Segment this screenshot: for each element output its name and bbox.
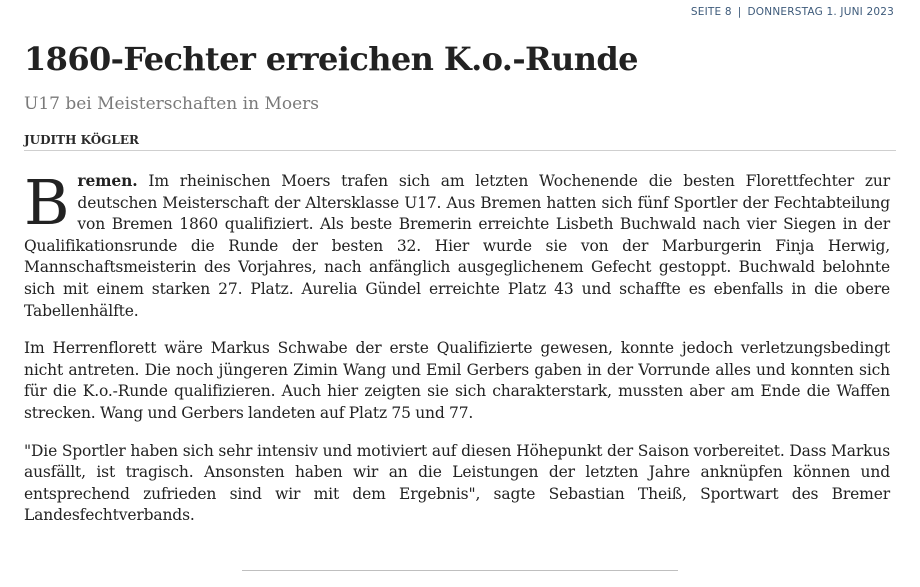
header-divider xyxy=(24,150,896,151)
article-author: JUDITH KÖGLER xyxy=(24,133,139,147)
article-title: 1860-Fechter erreichen K.o.-Runde xyxy=(24,40,638,78)
header-separator: | xyxy=(737,6,742,18)
footer-divider xyxy=(242,570,678,571)
article-body xyxy=(24,166,890,543)
article-subtitle: U17 bei Meisterschaften in Moers xyxy=(24,94,320,114)
paragraph-text: Im rheinischen Moers trafen sich am letzten Wochenende die besten Florettfechter zur deutschen Meisterschaft der Altersklasse U17. Aus Bremen hatten sich fünf Sportler der Fechtabteilung von Bremen 1860 qualifiziert. Als beste Bremerin erreichte Lisbeth Buchwald nach vier Siegen in der Qualifikationsrunde die Runde der besten 32. Hier wurde sie von der Marburgerin Finja Herwig, Mannschaftsmeisterin des Vorjahres, nach anfänglich ausgeglichenem Gefecht gestoppt. Buchwald belohnte sich mit einem starken 27. Platz. Aurelia Gündel erreichte Platz 43 und schaffte es ebenfalls in die obere Tabellenhälfte. xyxy=(24,172,890,320)
drop-cap: B xyxy=(24,166,70,239)
issue-date: DONNERSTAG 1. JUNI 2023 xyxy=(747,6,894,18)
article-paragraph-1 xyxy=(24,166,890,322)
page-number: SEITE 8 xyxy=(690,6,732,18)
lead-word: remen. xyxy=(77,171,138,190)
page-header xyxy=(691,6,894,18)
article-paragraph-3: "Die Sportler haben sich sehr intensiv und motiviert auf diesen Höhepunkt der Saison vorbereitet. Dass Markus ausfällt, ist tragisch. Ansonsten haben wir an die Leistungen der letzten Jahre anknüpfen können und entsprechend zufrieden sind wir mit dem Ergebnis", sagte Sebastian Theiß, Sportwart des Bremer Landesfechtverbands. xyxy=(24,441,890,525)
article-paragraph-2: Im Herrenflorett wäre Markus Schwabe der erste Qualifizierte gewesen, konnte jedoch verletzungsbedingt nicht antreten. Die noch jüngeren Zimin Wang und Emil Gerbers gaben in der Vorrunde alles und konnten sich für die K.o.-Runde qualifizieren. Auch hier zeigten sie sich charakterstark, mussten aber am Ende die Waffen strecken. Wang und Gerbers landeten auf Platz 75 und 77. xyxy=(24,339,890,422)
